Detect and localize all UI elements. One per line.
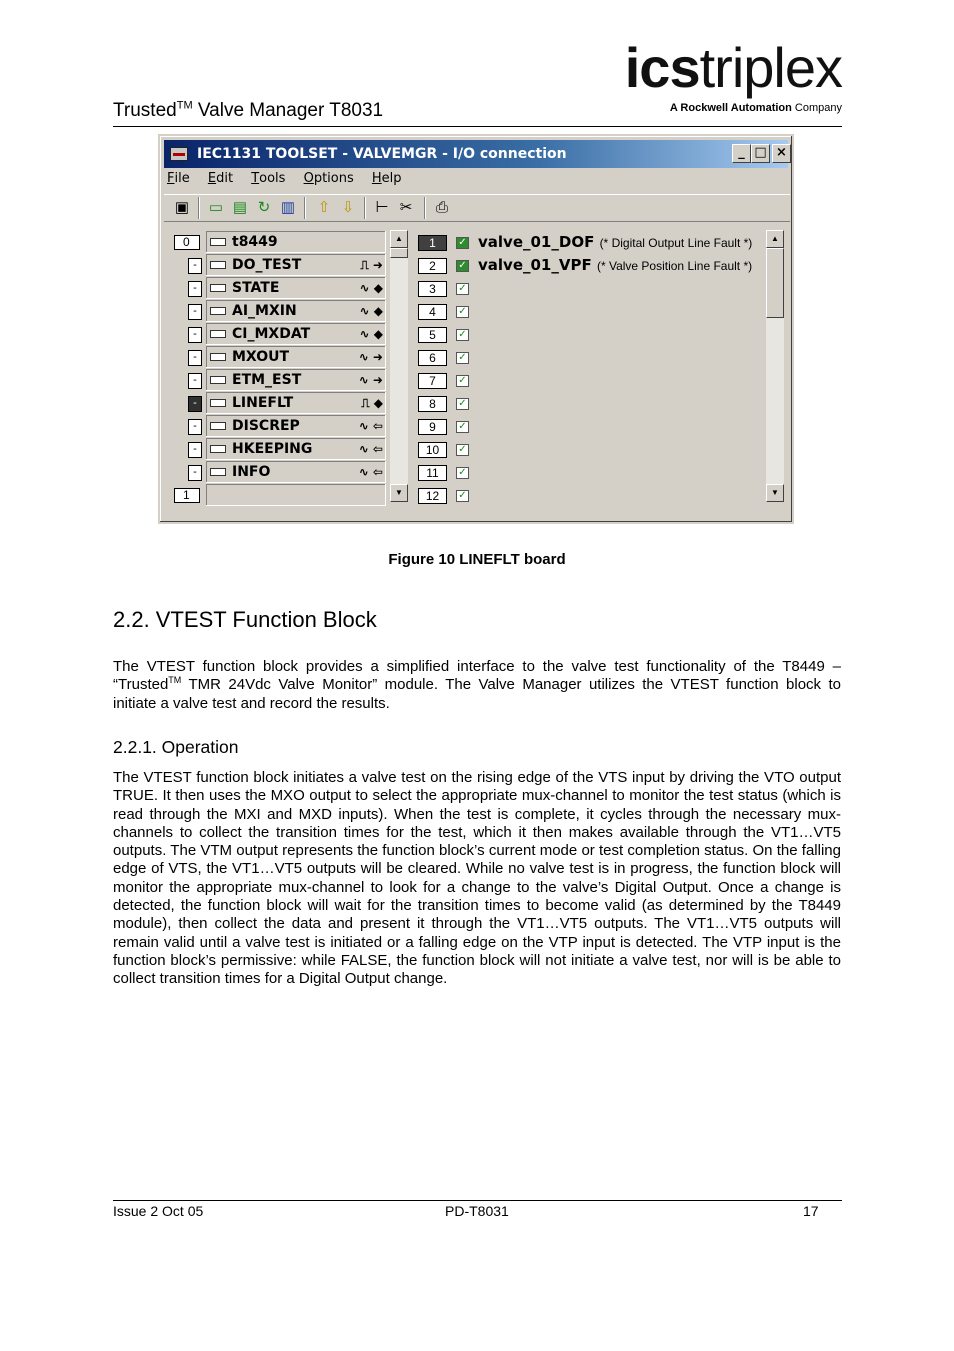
- list-item[interactable]: [170, 415, 388, 437]
- channel-number: 2: [418, 258, 447, 274]
- board-entry[interactable]: [206, 369, 386, 391]
- board-entry[interactable]: [206, 277, 386, 299]
- table-row[interactable]: [416, 231, 766, 254]
- table-row[interactable]: [416, 438, 766, 461]
- board-name: MXOUT: [232, 349, 290, 365]
- board-name: AI_MXIN: [232, 303, 297, 319]
- board-entry[interactable]: [206, 346, 386, 368]
- list-item[interactable]: [170, 277, 388, 299]
- board-name: STATE: [232, 280, 280, 296]
- board-icon: [210, 307, 226, 315]
- rack-number: 1: [174, 488, 200, 503]
- channel-number: 9: [418, 419, 447, 435]
- signal-type: ∿ ◆: [359, 304, 383, 318]
- scroll-up-icon[interactable]: ▲: [766, 230, 784, 248]
- board-icon: [210, 330, 226, 338]
- window-titlebar[interactable]: [164, 140, 788, 168]
- maximize-button[interactable]: □: [751, 144, 770, 163]
- empty-channel-icon: ✓: [456, 398, 469, 410]
- right-scrollbar[interactable]: [766, 230, 784, 502]
- menu-options[interactable]: Options: [303, 171, 354, 186]
- cut-icon[interactable]: ✂: [399, 199, 413, 216]
- empty-channel-icon: ✓: [456, 375, 469, 387]
- signal-type: ∿ ◆: [359, 281, 383, 295]
- empty-channel-icon: ✓: [456, 306, 469, 318]
- table-row[interactable]: [416, 254, 766, 277]
- io-connection-window: [158, 134, 794, 524]
- board-icon: [210, 445, 226, 453]
- table-row[interactable]: [416, 392, 766, 415]
- title-text: Trusted: [113, 100, 177, 121]
- collapse-button[interactable]: -: [188, 281, 202, 297]
- list-item[interactable]: [170, 438, 388, 460]
- signal-type: ∿ ⇦: [358, 419, 383, 433]
- empty-channel-icon: ✓: [456, 444, 469, 456]
- variable-comment: (* Valve Position Line Fault *): [596, 259, 753, 273]
- collapse-button[interactable]: -: [188, 304, 202, 320]
- collapse-button[interactable]: -: [188, 419, 202, 435]
- list-item[interactable]: [170, 392, 388, 414]
- rack-number: 0: [174, 235, 200, 250]
- board-entry-empty[interactable]: [206, 484, 386, 506]
- operation-paragraph: The VTEST function block initiates a valve test on the rising edge of the VTS input by driving the VTO output TRUE. It then uses the MXO output to select the appropriate mux-channel to monitor the test status (which is read through the MXI and MXD inputs). When the test is complete, it cycles through the necessary mux-channels to collect the transition times for the test, which it then makes available through the VT1…VT5 outputs. The VTM output represents the function block’s current mode or test completion status. On the falling edge of VTS, the VT1…VT5 outputs will be cleared. While no valve test is in progress, the function block will monitor the appropriate mux-channel to look for a change to the valve’s Digital Output. Once a change is detected, the function block will wait for the transition times to become valid (as determined by the T8449 module), then collect the data and present it through the VT1…VT5 outputs. The VT1…VT5 outputs will remain valid until a valve test is initiated or a falling edge on the VTP input is detected. The VTP input is the function block’s permissive: while FALSE, the function block will not initiate a valve test, nor will is be able to collect transition times for a Digital Output change.: [113, 769, 841, 988]
- footer-doc-id: PD-T8031: [445, 1203, 509, 1219]
- empty-channel-icon: ✓: [456, 352, 469, 364]
- table-row[interactable]: [416, 277, 766, 300]
- channel-list: [416, 226, 766, 506]
- title-text-rest: Valve Manager T8031: [192, 100, 384, 121]
- empty-channel-icon: ✓: [456, 467, 469, 479]
- table-row[interactable]: [416, 300, 766, 323]
- board-icon: [210, 353, 226, 361]
- board-name: HKEEPING: [232, 441, 313, 457]
- channel-number: 10: [418, 442, 447, 458]
- figure-caption: Figure 10 LINEFLT board: [388, 551, 566, 568]
- table-row[interactable]: [416, 369, 766, 392]
- page-number: 17: [803, 1203, 819, 1219]
- scroll-down-icon[interactable]: ▼: [766, 484, 784, 502]
- toolbar-separator: [198, 197, 200, 219]
- variable-icon: ✓: [456, 237, 469, 249]
- channel-number: 11: [418, 465, 447, 481]
- menu-bar: [164, 171, 413, 191]
- app-icon: [170, 147, 188, 161]
- board-name: CI_MXDAT: [232, 326, 311, 342]
- board-entry[interactable]: [206, 323, 386, 345]
- board-icon: [210, 261, 226, 269]
- board-icon: [210, 422, 226, 430]
- signal-type: ∿ ◆: [359, 327, 383, 341]
- arrow-down-icon[interactable]: ⇩: [341, 199, 355, 216]
- board-name: LINEFLT: [232, 395, 294, 411]
- header-rule: [113, 126, 842, 127]
- signal-type: ∿ ➜: [358, 350, 383, 364]
- collapse-button[interactable]: -: [188, 350, 202, 366]
- channel-number: 1: [418, 235, 447, 251]
- footer-rule: [113, 1200, 842, 1201]
- list-item[interactable]: [170, 484, 388, 506]
- channel-number: 7: [418, 373, 447, 389]
- board-name: t8449: [232, 234, 278, 250]
- menu-file[interactable]: File: [167, 171, 190, 186]
- variable-name: valve_01_VPF: [478, 256, 592, 274]
- list-item[interactable]: [170, 369, 388, 391]
- table-row[interactable]: [416, 415, 766, 438]
- channel-number: 3: [418, 281, 447, 297]
- channel-number: 8: [418, 396, 447, 412]
- empty-channel-icon: ✓: [456, 283, 469, 295]
- table-row[interactable]: [416, 323, 766, 346]
- board-name: INFO: [232, 464, 271, 480]
- save-icon[interactable]: ▣: [174, 199, 190, 216]
- board-icon: [210, 468, 226, 476]
- scroll-up-icon[interactable]: ▲: [390, 230, 408, 248]
- empty-channel-icon: ✓: [456, 421, 469, 433]
- board-entry[interactable]: [206, 392, 386, 414]
- rack-icon: [210, 238, 226, 246]
- collapse-button[interactable]: -: [188, 258, 202, 274]
- board-list: [170, 226, 388, 506]
- signal-type: ⎍ ➜: [360, 258, 383, 272]
- channel-number: 12: [418, 488, 447, 504]
- board-icon: [210, 284, 226, 292]
- board-icon: [210, 376, 226, 384]
- arrow-up-icon[interactable]: ⇧: [317, 199, 331, 216]
- list-item[interactable]: [170, 231, 388, 253]
- logo-tagline-company: Company: [791, 102, 842, 114]
- close-button[interactable]: ×: [772, 144, 791, 163]
- board-name: ETM_EST: [232, 372, 302, 388]
- toolbar-separator: [364, 197, 366, 219]
- board-entry[interactable]: [206, 415, 386, 437]
- scroll-thumb[interactable]: [390, 248, 408, 258]
- list-item[interactable]: [170, 254, 388, 276]
- intro-text: The VTEST function block provides a simplified interface to the valve test functionality of the T8449 – “Trusted: [113, 658, 841, 694]
- variable-icon: ✓: [456, 260, 469, 272]
- board-entry[interactable]: [206, 231, 386, 253]
- table-row[interactable]: [416, 461, 766, 484]
- list-item[interactable]: [170, 300, 388, 322]
- board-icon: [210, 399, 226, 407]
- logo-ics: ics: [624, 36, 700, 99]
- logo-triplex: triplex: [699, 36, 842, 99]
- channel-number: 6: [418, 350, 447, 366]
- subsection-heading: 2.2.1. Operation: [113, 737, 239, 757]
- scroll-down-icon[interactable]: ▼: [390, 484, 408, 502]
- signal-type: ⎍ ◆: [361, 396, 383, 410]
- board-name: DISCREP: [232, 418, 300, 434]
- collapse-button[interactable]: -: [188, 465, 202, 481]
- board-name: DO_TEST: [232, 257, 302, 273]
- collapse-button[interactable]: -: [188, 396, 202, 412]
- menu-help[interactable]: Help: [371, 171, 402, 186]
- collapse-button[interactable]: -: [188, 373, 202, 389]
- empty-channel-icon: ✓: [456, 329, 469, 341]
- section-heading: 2.2. VTEST Function Block: [113, 607, 377, 632]
- toolbar-separator: [304, 197, 306, 219]
- board-entry[interactable]: [206, 254, 386, 276]
- tree-icon[interactable]: ⊢: [375, 199, 389, 216]
- board-entry[interactable]: [206, 300, 386, 322]
- empty-channel-icon: ✓: [456, 490, 469, 502]
- menu-tools[interactable]: Tools: [251, 171, 286, 186]
- connect-icon[interactable]: ▭: [208, 199, 224, 216]
- table-row[interactable]: [416, 484, 766, 507]
- document-title: [113, 100, 383, 122]
- variable-comment: (* Digital Output Line Fault *): [599, 236, 753, 250]
- scroll-thumb[interactable]: [766, 248, 784, 318]
- minimize-button[interactable]: _: [732, 144, 751, 163]
- trademark-sup: TM: [168, 675, 182, 686]
- variable-name: valve_01_DOF: [478, 233, 595, 251]
- left-scrollbar[interactable]: [390, 230, 408, 502]
- menu-edit[interactable]: Edit: [207, 171, 234, 186]
- board-entry[interactable]: [206, 438, 386, 460]
- print-icon[interactable]: ⎙: [435, 199, 448, 216]
- board-entry[interactable]: [206, 461, 386, 483]
- collapse-button[interactable]: -: [188, 327, 202, 343]
- delete-icon[interactable]: ▥: [280, 199, 296, 216]
- collapse-button[interactable]: -: [188, 442, 202, 458]
- trademark-sup: TM: [176, 99, 193, 112]
- signal-type: ∿ ⇦: [358, 465, 383, 479]
- channel-number: 5: [418, 327, 447, 343]
- company-logo: [624, 36, 842, 114]
- signal-type: ∿ ⇦: [358, 442, 383, 456]
- toolbar: [164, 194, 790, 222]
- list-item[interactable]: [170, 461, 388, 483]
- signal-type: ∿ ➜: [358, 373, 383, 387]
- board-icon[interactable]: ▤: [232, 199, 248, 216]
- list-item[interactable]: [170, 323, 388, 345]
- list-item[interactable]: [170, 346, 388, 368]
- logo-tagline: A Rockwell Automation: [669, 102, 792, 114]
- window-title: IEC1131 TOOLSET - VALVEMGR - I/O connection: [197, 146, 567, 162]
- toolbar-separator: [424, 197, 426, 219]
- refresh-icon[interactable]: ↻: [257, 199, 271, 216]
- table-row[interactable]: [416, 346, 766, 369]
- intro-paragraph: [113, 658, 841, 713]
- footer-issue: Issue 2 Oct 05: [113, 1203, 204, 1219]
- intro-text-rest: TMR 24Vdc Valve Monitor” module. The Valve Manager utilizes the VTEST function block to initiate a valve test and record the results.: [113, 676, 841, 712]
- channel-number: 4: [418, 304, 447, 320]
